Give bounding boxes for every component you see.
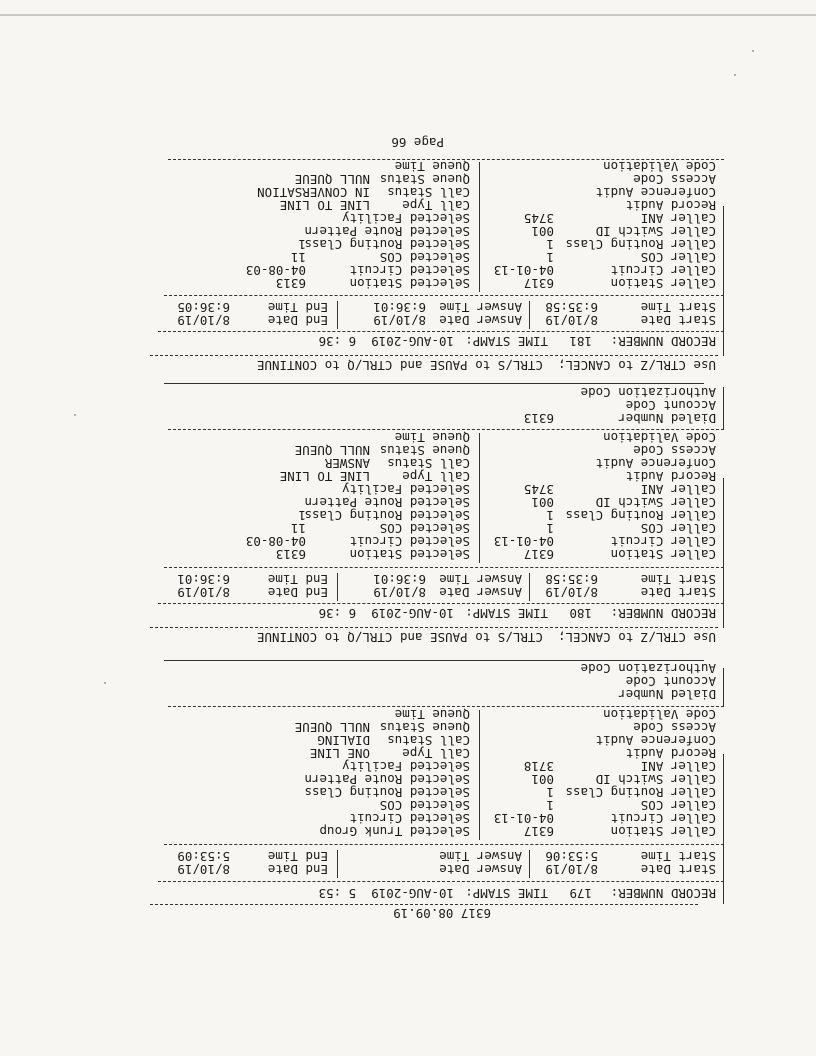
record-number: 180 <box>569 606 592 621</box>
queue-time-label: Queue Time <box>394 159 470 174</box>
divider <box>168 159 724 160</box>
selected-cos: 11 <box>290 521 306 536</box>
caller-station: 6317 <box>523 276 554 291</box>
access-code-label: Access Code <box>633 443 716 458</box>
call-type-label: Call Type <box>402 746 470 761</box>
caller-station-label: Caller Station <box>610 547 716 562</box>
queue-status: NULL QUEUE <box>294 172 370 187</box>
code-validation-label: Code Validation <box>603 707 716 722</box>
caller-circuit-label: Caller Circuit <box>610 263 716 278</box>
answer-date: 8/10/19 <box>373 313 426 328</box>
selected-cos-label: Selected COS <box>379 521 470 536</box>
caller-station-label: Caller Station <box>610 824 716 839</box>
selected-circuit-label: Selected Circuit <box>349 263 470 278</box>
column-divider <box>337 850 338 878</box>
scan-speck <box>104 682 106 684</box>
queue-status-label: Queue Status <box>379 443 470 458</box>
caller-routing-class-label: Caller Routing Class <box>565 237 716 252</box>
time-stamp: 10-AUG-2019 6 :36 <box>318 606 454 621</box>
end-date-label: End Date <box>267 862 328 877</box>
selected-routing-class-label: Selected Routing Class <box>304 508 470 523</box>
time-stamp: 10-AUG-2019 5 :53 <box>318 886 454 901</box>
divider <box>168 429 724 430</box>
caller-station-label: Caller Station <box>610 276 716 291</box>
divider <box>150 355 718 356</box>
selected-route-pattern-label: Selected Route Pattern <box>304 772 470 787</box>
caller-routing-class: 1 <box>546 237 554 252</box>
end-time-label: End Time <box>267 849 328 864</box>
caller-cos: 1 <box>546 521 554 536</box>
call-type: LINE TO LINE <box>279 198 370 213</box>
caller-routing-class-label: Caller Routing Class <box>565 508 716 523</box>
selected-station: 6313 <box>275 276 306 291</box>
divider <box>150 904 698 905</box>
call-type-label: Call Type <box>402 198 470 213</box>
selected-routing-class: 1 <box>298 237 306 252</box>
selected-station: 6313 <box>275 547 306 562</box>
start-time-label: Start Time <box>640 849 716 864</box>
queue-status-label: Queue Status <box>379 172 470 187</box>
caller-cos-label: Caller COS <box>640 250 716 265</box>
page-footer: Page 66 <box>391 135 444 150</box>
caller-circuit: 04-01-13 <box>493 811 554 826</box>
caller-routing-class: 1 <box>546 785 554 800</box>
caller-ani-label: Caller ANI <box>640 211 716 226</box>
start-date: 8/10/19 <box>545 862 598 877</box>
caller-switch-id: 001 <box>531 772 554 787</box>
caller-cos: 1 <box>546 250 554 265</box>
caller-circuit: 04-01-13 <box>493 534 554 549</box>
selected-routing-class-label: Selected Routing Class <box>304 237 470 252</box>
caller-switch-id: 001 <box>531 495 554 510</box>
call-status-label: Call Status <box>387 185 470 200</box>
left-border <box>723 387 724 429</box>
left-border <box>723 206 724 356</box>
column-divider <box>529 301 530 329</box>
record-audit-label: Record Audit <box>625 198 716 213</box>
caller-circuit-label: Caller Circuit <box>610 534 716 549</box>
answer-date: 8/10/19 <box>373 585 426 600</box>
queue-status-label: Queue Status <box>379 720 470 735</box>
column-divider <box>479 710 480 840</box>
record-audit-label: Record Audit <box>625 746 716 761</box>
code-validation-label: Code Validation <box>603 159 716 174</box>
divider <box>164 567 724 568</box>
account-code-label: Account Code <box>625 398 716 413</box>
queue-status: NULL QUEUE <box>294 443 370 458</box>
scan-speck <box>752 50 754 52</box>
queue-time-label: Queue Time <box>394 430 470 445</box>
call-status-label: Call Status <box>387 733 470 748</box>
access-code-label: Access Code <box>633 720 716 735</box>
answer-date-label: Answer Date <box>439 862 522 877</box>
access-code-label: Access Code <box>633 172 716 187</box>
scan-speck <box>734 74 736 76</box>
dialed-number-label: Dialed Number <box>618 411 716 426</box>
start-date-label: Start Date <box>640 585 716 600</box>
column-divider <box>529 573 530 601</box>
scan-speck <box>74 414 76 416</box>
divider <box>158 603 724 604</box>
call-status: ANSWER <box>324 456 370 471</box>
answer-date-label: Answer Date <box>439 585 522 600</box>
record-number-label: RECORD NUMBER: <box>610 606 716 621</box>
start-time: 6:35:58 <box>545 572 598 587</box>
left-border <box>723 668 724 706</box>
column-divider <box>529 850 530 878</box>
conference-audit-label: Conference Audit <box>595 185 716 200</box>
caller-routing-class-label: Caller Routing Class <box>565 785 716 800</box>
answer-time: 6:36:01 <box>373 572 426 587</box>
answer-time: 6:36:01 <box>373 300 426 315</box>
caller-switch-id: 001 <box>531 224 554 239</box>
call-status: DIALING <box>317 733 370 748</box>
selected-facility-label: Selected Facility <box>342 482 470 497</box>
caller-cos-label: Caller COS <box>640 521 716 536</box>
column-divider <box>479 162 480 292</box>
divider <box>158 881 724 882</box>
selected-circuit-label: Selected Circuit <box>349 534 470 549</box>
time-stamp-label: TIME STAMP: <box>465 606 548 621</box>
answer-time-label: Answer Time <box>439 300 522 315</box>
selected-route-pattern-label: Selected Route Pattern <box>304 224 470 239</box>
scan-edge <box>0 14 816 16</box>
caller-ani: 3718 <box>523 759 554 774</box>
divider <box>168 706 724 707</box>
left-border <box>723 478 724 628</box>
caller-cos-label: Caller COS <box>640 798 716 813</box>
call-status-label: Call Status <box>387 456 470 471</box>
caller-station: 6317 <box>523 547 554 562</box>
divider <box>158 331 724 332</box>
start-time: 5:53:06 <box>545 849 598 864</box>
time-stamp: 10-AUG-2019 6 :36 <box>318 334 454 349</box>
caller-circuit-label: Caller Circuit <box>610 811 716 826</box>
queue-time-label: Queue Time <box>394 707 470 722</box>
record-number-label: RECORD NUMBER: <box>610 334 716 349</box>
caller-switch-id-label: Caller Switch ID <box>595 495 716 510</box>
authorization-code-label: Authorization Code <box>580 385 716 400</box>
selected-circuit: 04-08-03 <box>245 263 306 278</box>
caller-ani: 3745 <box>523 211 554 226</box>
selected-facility-label: Selected Facility <box>342 759 470 774</box>
caller-ani: 3745 <box>523 482 554 497</box>
caller-ani-label: Caller ANI <box>640 482 716 497</box>
end-date-label: End Date <box>267 313 328 328</box>
selected-station-label: Selected Station <box>349 547 470 562</box>
column-divider <box>479 433 480 563</box>
code-validation-label: Code Validation <box>603 430 716 445</box>
end-date: 8/10/19 <box>177 313 230 328</box>
caller-station: 6317 <box>523 824 554 839</box>
start-date: 8/10/19 <box>545 585 598 600</box>
selected-circuit-label: Selected Circuit <box>349 811 470 826</box>
end-time: 6:36:05 <box>177 300 230 315</box>
selected-station-label: Selected Station <box>349 276 470 291</box>
divider <box>164 844 724 845</box>
end-time: 6:36:01 <box>177 572 230 587</box>
divider <box>150 627 718 628</box>
divider <box>164 295 724 296</box>
caller-cos: 1 <box>546 798 554 813</box>
call-type: ONE LINE <box>309 746 370 761</box>
record-audit-label: Record Audit <box>625 469 716 484</box>
page-header: 6317 08.09.19 <box>393 906 491 921</box>
caller-circuit: 04-01-13 <box>493 263 554 278</box>
selected-routing-class-label: Selected Routing Class <box>304 785 470 800</box>
start-time-label: Start Time <box>640 572 716 587</box>
call-type: LINE TO LINE <box>279 469 370 484</box>
end-time-label: End Time <box>267 572 328 587</box>
divider <box>164 383 704 384</box>
dialed-number-label: Dialed Number <box>618 687 716 702</box>
selected-route-pattern-label: Selected Route Pattern <box>304 495 470 510</box>
caller-routing-class: 1 <box>546 508 554 523</box>
account-code-label: Account Code <box>625 674 716 689</box>
start-date-label: Start Date <box>640 313 716 328</box>
selected-facility-label: Selected Facility <box>342 211 470 226</box>
start-date-label: Start Date <box>640 862 716 877</box>
caller-switch-id-label: Caller Switch ID <box>595 772 716 787</box>
selected-circuit: 04-08-03 <box>245 534 306 549</box>
column-divider <box>337 573 338 601</box>
end-time: 5:53:09 <box>177 849 230 864</box>
column-divider <box>337 301 338 329</box>
control-message: Use CTRL/Z to CANCEL; CTRL/S to PAUSE and CTRL/Q to CONTINUE <box>256 358 716 373</box>
selected-trunk-group-label: Selected Trunk Group <box>319 824 470 839</box>
caller-switch-id-label: Caller Switch ID <box>595 224 716 239</box>
start-time-label: Start Time <box>640 300 716 315</box>
end-date-label: End Date <box>267 585 328 600</box>
call-status: IN CONVERSATION <box>257 185 370 200</box>
dialed-number: 6313 <box>523 411 554 426</box>
record-number: 179 <box>569 886 592 901</box>
end-date: 8/10/19 <box>177 862 230 877</box>
end-time-label: End Time <box>267 300 328 315</box>
answer-time-label: Answer Time <box>439 572 522 587</box>
start-date: 8/10/19 <box>545 313 598 328</box>
record-number-label: RECORD NUMBER: <box>610 886 716 901</box>
time-stamp-label: TIME STAMP: <box>465 886 548 901</box>
conference-audit-label: Conference Audit <box>595 456 716 471</box>
answer-date-label: Answer Date <box>439 313 522 328</box>
answer-time-label: Answer Time <box>439 849 522 864</box>
caller-ani-label: Caller ANI <box>640 759 716 774</box>
start-time: 6:35:58 <box>545 300 598 315</box>
queue-status: NULL QUEUE <box>294 720 370 735</box>
selected-routing-class: 1 <box>298 508 306 523</box>
divider <box>164 660 704 661</box>
end-date: 8/10/19 <box>177 585 230 600</box>
authorization-code-label: Authorization Code <box>580 661 716 676</box>
conference-audit-label: Conference Audit <box>595 733 716 748</box>
control-message: Use CTRL/Z to CANCEL; CTRL/S to PAUSE and CTRL/Q to CONTINUE <box>256 630 716 645</box>
record-number: 181 <box>569 334 592 349</box>
selected-cos: 11 <box>290 250 306 265</box>
selected-cos-label: Selected COS <box>379 798 470 813</box>
time-stamp-label: TIME STAMP: <box>465 334 548 349</box>
call-type-label: Call Type <box>402 469 470 484</box>
selected-cos-label: Selected COS <box>379 250 470 265</box>
